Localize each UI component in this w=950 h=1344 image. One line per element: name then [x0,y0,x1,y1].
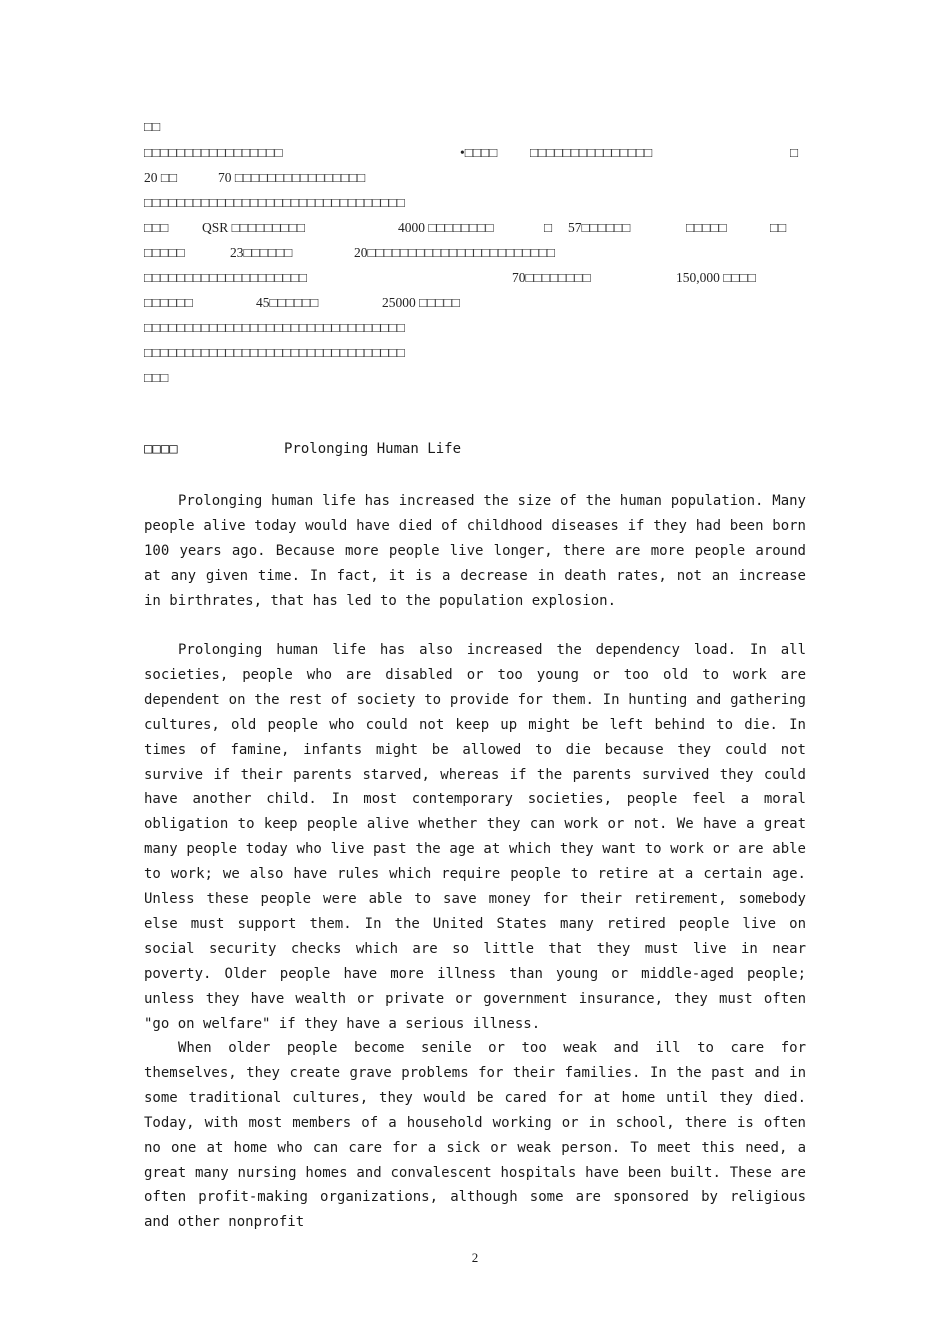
garbled-segment: •□□□□ [460,145,498,160]
garbled-segment: □□□□□□□□□□□□□□□□□□□□ [144,270,308,285]
garbled-segment: □□□□□ [686,220,727,235]
garbled-segment: 70 □□□□□□□□□□□□□□□□ [218,170,366,185]
garbled-segment: □□□ [144,220,169,235]
garbled-segment: □□□□□□□□□□□□□□□□□□□□□□□□□□□□□□□□ [144,345,405,360]
garbled-segment: □□□□□□ [144,295,193,310]
section-heading-title: Prolonging Human Life [284,441,462,457]
garbled-segment: 25000 □□□□□ [382,295,460,310]
garbled-segment: □□□□□□□□□□□□□□□□□ [144,145,283,160]
section-heading-prefix: □□□□ [144,441,178,457]
garbled-segment: □ [544,220,553,235]
garbled-segment: 23□□□□□□ [230,245,293,260]
garbled-segment: 150,000 □□□□ [676,270,756,285]
garbled-segment: 20□□□□□□□□□□□□□□□□□□□□□□□ [354,245,556,260]
garbled-segment: □□ [770,220,787,235]
garbled-segment: □□□□□ [144,245,185,260]
body-paragraph-2: Prolonging human life has also increased the dependency load. In all societies, people who are disabled or too young or too old to work are dependent on the rest of society to provide for them. In hunting and gathering cultures, old people who could not keep up might be left behind to die. In times of famine, infants might be allowed to die because they could not survive if their parents starved, whereas if the parents survived they could have another child. In most contemporary societies, people feel a moral obligation to keep people alive whether they can work or not. We have a great many people today who live past the age at which they want to work or are able to work; we also have rules which require people to retire at a certain age. Unless these people were able to save money for their retirement, somebody else must support them. In the United States many retired people live on social security checks which are so little that they must live in near poverty. Older people have more illness than young or middle-aged people; unless they have wealth or private or government insurance, they must often "go on welfare" if they have a serious illness. [144,642,806,1032]
garbled-segment: □□□□□□□□□□□□□□□ [530,145,653,160]
garbled-segment: 70□□□□□□□□ [512,270,591,285]
garbled-segment: 57□□□□□□ [568,220,631,235]
page-number: 2 [471,1250,479,1265]
garbled-segment: □ [790,145,799,160]
garbled-segment: QSR □□□□□□□□□ [202,220,306,235]
garbled-segment: □□□□□□□□□□□□□□□□□□□□□□□□□□□□□□□□ [144,320,405,335]
garbled-segment: □□ [144,119,161,134]
garbled-segment: 20 □□ [144,170,178,185]
garbled-segment: 4000 □□□□□□□□ [398,220,494,235]
body-paragraph-1: Prolonging human life has increased the size of the human population. Many people alive today would have died of childhood diseases if they had been born 100 years ago. Because more people live longer, there are more people around at any given time. In fact, it is a decrease in death rates, not an increase in birthrates, that has led to the population explosion. [144,493,806,609]
garbled-segment: 45□□□□□□ [256,295,319,310]
garbled-segment: □□□□□□□□□□□□□□□□□□□□□□□□□□□□□□□□ [144,195,405,210]
body-paragraph-3: When older people become senile or too weak and ill to care for themselves, they create grave problems for their families. In the past and in some traditional cultures, they would be cared for at home until they died. Today, with most members of a household working or in school, there is often no one at home who can care for a sick or weak person. To meet this need, a great many nursing homes and convalescent hospitals have been built. These are often profit-making organizations, although some are sponsored by religious and other nonprofit [144,1040,806,1231]
garbled-segment: □□□ [144,370,169,385]
